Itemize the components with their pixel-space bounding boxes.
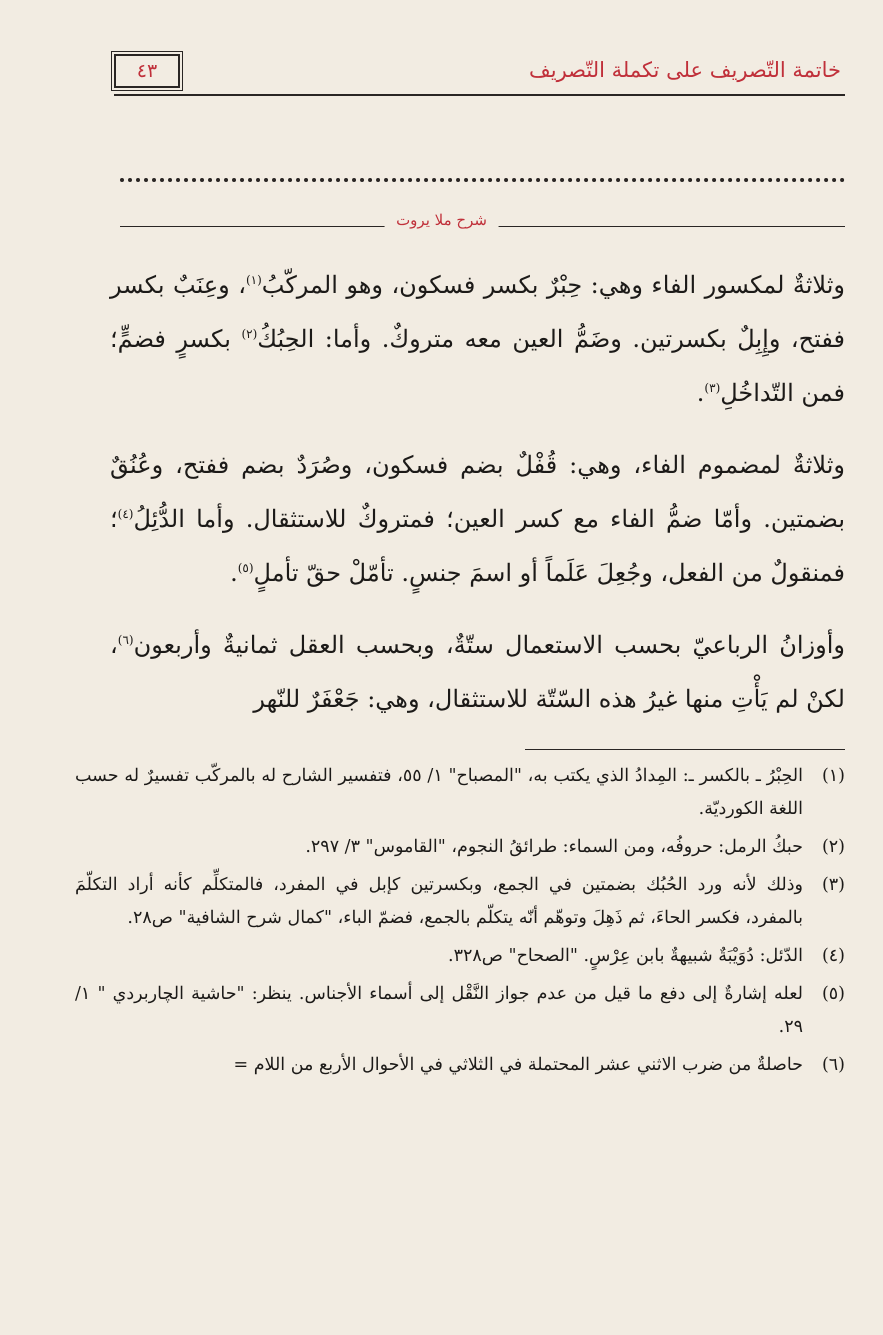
page-number-box — [114, 54, 180, 88]
footnote-ref: (٤) — [117, 507, 134, 521]
footnote-number: (٣) — [821, 875, 845, 895]
paragraph — [110, 438, 845, 600]
footnote-number: (٥) — [821, 984, 845, 1004]
footnote-ref: (٦) — [117, 633, 134, 647]
text-segment: ، وعِنَبٌ بكسر ففتح، وإِبِلٌ بكسرتين. وضَمُّ العين معه متروكٌ. وأما: الحِبُكُ — [110, 271, 845, 353]
footnote — [75, 831, 845, 864]
text-segment: ؛ فمنقولٌ من الفعل، وجُعِلَ عَلَماً أو اسمَ جنسٍ. تأمّلْ حقّ تأملٍ — [110, 505, 845, 587]
footnote-divider — [525, 749, 845, 750]
footnote-text: وذلك لأنه ورد الحُبُك بضمتين في الجمع، وبكسرتين كإبل في المفرد، فالمتكلِّم كأنه أراد التكلّمَ بالمفرد، فكسر الحاءَ، ثم ذَهِلَ وتوهّم أنّه يتكلّم بالجمع، فضمّ الباء، "كمال شرح الشافية" ص٢٨. — [75, 875, 803, 928]
footnote-ref: (١) — [245, 273, 262, 287]
footnote — [75, 978, 845, 1044]
text-segment: وثلاثةٌ لمضموم الفاء، وهي: قُفْلٌ بضم فسكون، وصُرَدٌ بضم ففتح، وعُنُقٌ بضمتين. وأمّا ضمُّ الفاء مع كسر العين؛ فمتروكٌ للاستثقال. وأما الدُّئِلُ — [110, 451, 845, 533]
dotted-separator — [120, 166, 845, 182]
text-segment: وثلاثةٌ لمكسور الفاء وهي: حِبْرٌ بكسر فسكون، وهو المركّبُ — [261, 271, 846, 299]
commentary-label: شرح ملا يروت — [384, 211, 499, 229]
footnote-ref: (٢) — [241, 327, 258, 341]
footnote — [75, 940, 845, 973]
footnote-ref: (٣) — [704, 381, 721, 395]
footnote — [75, 760, 845, 826]
running-title: خاتمة التّصريف على تكملة التّصريف — [528, 58, 841, 82]
footnote-number: (١) — [821, 766, 845, 786]
paragraph — [110, 258, 845, 420]
footnote-text: حاصلةٌ من ضرب الاثني عشر المحتملة في الثلاثي في الأحوال الأربع من اللام = — [233, 1055, 803, 1075]
text-segment: ، لكنْ لم يَأْتِ منها غيرُ هذه السّتّة للاستثقال، وهي: جَعْفَرٌ للنّهر — [110, 631, 845, 713]
text-segment: . — [230, 559, 238, 587]
footnote-ref: (٥) — [237, 561, 254, 575]
footnote-number: (٤) — [821, 946, 845, 966]
footnote-text: حبكُ الرمل: حروفُه، ومن السماء: طرائقُ النجوم، "القاموس" ٣/ ٢٩٧. — [305, 837, 803, 857]
text-segment: . — [696, 379, 705, 407]
footnote-text: الحِبْرُ ـ بالكسر ـ: المِدادُ الذي يكتب به، "المصباح" ١/ ٥٥، فتفسير الشارح له بالمركّب تفسيرٌ له حسب اللغة الكورديّة. — [75, 766, 803, 819]
footnote-text: الدّئل: دُوَيْبَةٌ شبيهةٌ بابن عِرْسٍ. "الصحاح" ص٣٢٨. — [448, 946, 803, 966]
main-text — [110, 258, 845, 744]
footnote — [75, 1049, 845, 1082]
footnote-text: لعله إشارةٌ إلى دفع ما قيل من عدم جواز النَّقْل إلى أسماء الأجناس. ينظر: "حاشية الچاربردي " ١/ ٢٩. — [75, 984, 803, 1037]
paragraph — [110, 618, 845, 726]
running-header — [114, 50, 845, 96]
footnote-number: (٢) — [821, 837, 845, 857]
footnote-number: (٦) — [821, 1055, 845, 1075]
page-number: ٤٣ — [136, 60, 158, 82]
text-segment: بكسرٍ فضمٍّ؛ فمن التّداخُلِ — [110, 325, 845, 407]
footnotes — [75, 760, 845, 1087]
text-segment: وأوزانُ الرباعيّ بحسب الاستعمال ستّةٌ، وبحسب العقل ثمانيةٌ وأربعون — [133, 631, 845, 659]
footnote — [75, 869, 845, 935]
